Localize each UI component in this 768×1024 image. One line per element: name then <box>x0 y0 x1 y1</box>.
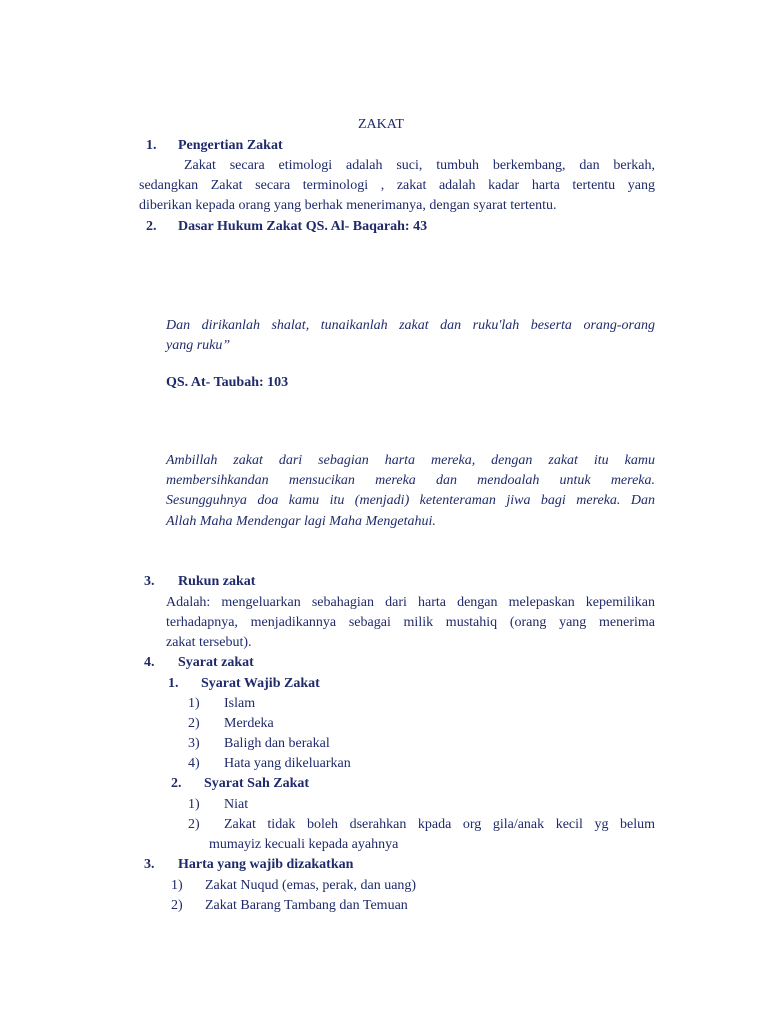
section-2-number: 2. <box>146 219 157 234</box>
list-item-number: 2) <box>188 716 200 731</box>
list-item-number: 2) <box>171 898 183 913</box>
section-1-line-2: sedangkan Zakat secara terminologi , zakat adalah kadar harta tertentu yang <box>139 178 655 193</box>
list-item-continuation: mumayiz kecuali kepada ayahnya <box>209 837 399 852</box>
subsection-2-number: 2. <box>171 776 182 791</box>
quote-taubah-line-3: Sesungguhnya doa kamu itu (menjadi) ketenteraman jiwa bagi mereka. Dan <box>166 493 655 508</box>
section-3-line-3: zakat tersebut). <box>166 635 252 650</box>
list-item: Zakat tidak boleh dserahkan kpada org gila/anak kecil yg belum <box>224 817 655 832</box>
list-item: Hata yang dikeluarkan <box>224 756 351 771</box>
section-3-heading: Rukun zakat <box>178 574 256 589</box>
section-5-number: 3. <box>144 857 155 872</box>
subsection-1-number: 1. <box>168 676 179 691</box>
section-1-number: 1. <box>146 138 157 153</box>
reference-taubah: QS. At- Taubah: 103 <box>166 375 289 390</box>
section-4-number: 4. <box>144 655 155 670</box>
section-5-heading: Harta yang wajib dizakatkan <box>178 857 354 872</box>
quote-taubah-line-2: membersihkandan mensucikan mereka dan mendoalah untuk mereka. <box>166 473 655 488</box>
quote-taubah-line-1: Ambillah zakat dari sebagian harta mereka, dengan zakat itu kamu <box>166 453 655 468</box>
list-item-number: 4) <box>188 756 200 771</box>
list-item: Islam <box>224 696 256 711</box>
list-item-number: 1) <box>188 696 200 711</box>
subsection-2-heading: Syarat Sah Zakat <box>204 776 310 791</box>
section-1-line-3: diberikan kepada orang yang berhak menerimanya, dengan syarat tertentu. <box>139 198 557 213</box>
list-item: Baligh dan berakal <box>224 736 330 751</box>
list-item: Merdeka <box>224 716 274 731</box>
subsection-1-heading: Syarat Wajib Zakat <box>201 676 320 691</box>
list-item: Niat <box>224 797 249 812</box>
quote-baqarah-line-1: Dan dirikanlah shalat, tunaikanlah zakat dan ruku'lah beserta orang-orang <box>166 318 655 333</box>
section-1-heading: Pengertian Zakat <box>178 138 283 153</box>
section-3-number: 3. <box>144 574 155 589</box>
list-item-number: 2) <box>188 817 200 832</box>
quote-baqarah-line-2: yang ruku” <box>166 338 231 353</box>
list-item-number: 1) <box>188 797 200 812</box>
section-2-heading: Dasar Hukum Zakat QS. Al- Baqarah: 43 <box>178 219 428 234</box>
section-3-line-1: Adalah: mengeluarkan sebahagian dari harta dengan melepaskan kepemilikan <box>166 595 655 610</box>
page-title: ZAKAT <box>358 117 404 132</box>
quote-taubah-line-4: Allah Maha Mendengar lagi Maha Mengetahui. <box>166 514 436 529</box>
list-item: Zakat Nuqud (emas, perak, dan uang) <box>205 878 417 893</box>
list-item: Zakat Barang Tambang dan Temuan <box>205 898 408 913</box>
list-item-number: 3) <box>188 736 200 751</box>
section-3-line-2: terhadapnya, menjadikannya sebagai milik mustahiq (orang yang menerima <box>166 615 655 630</box>
section-4-heading: Syarat zakat <box>178 655 254 670</box>
list-item-number: 1) <box>171 878 183 893</box>
section-1-line-1: Zakat secara etimologi adalah suci, tumbuh berkembang, dan berkah, <box>184 158 655 173</box>
